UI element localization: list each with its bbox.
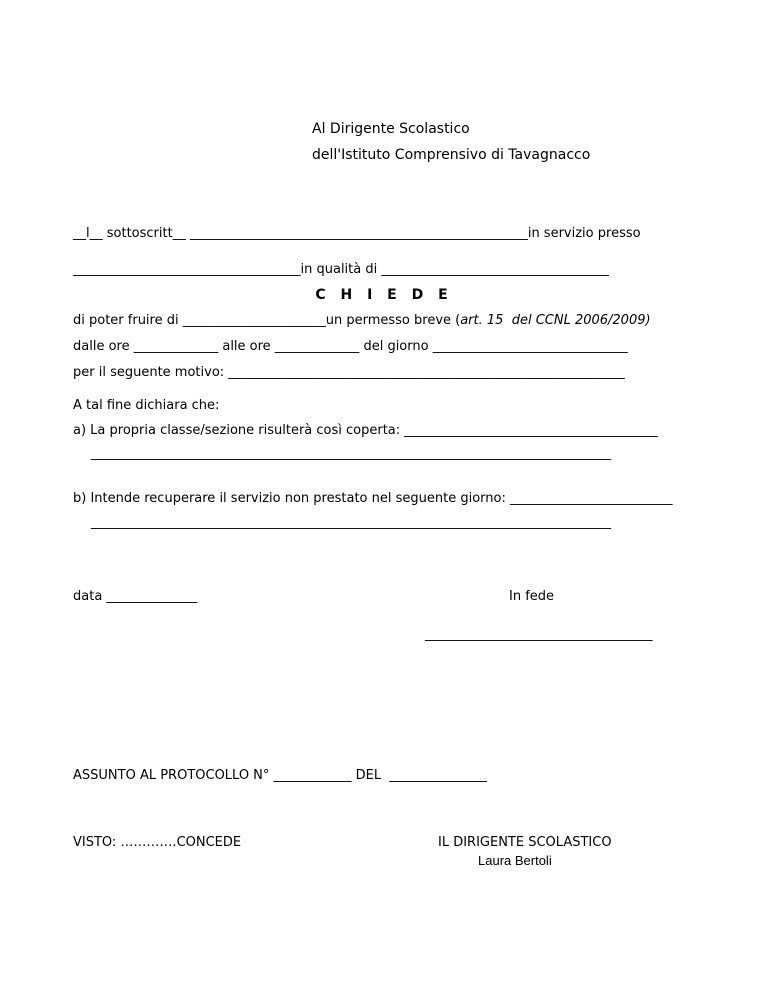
dirigente-name: Laura Bertoli [478,853,552,868]
declaration-item-b-continuation: ________________________________________________________________________________ [91,515,611,530]
signature-line: ___________________________________ [425,627,653,642]
request-line [73,313,651,329]
declaration-item-a: a) La propria classe/sezione risulterà così coperta: _______________________________________ [73,423,658,438]
chiede-heading: C H I E D E [315,287,453,303]
role-blank: ___________________________________ [381,262,609,277]
permesso-label: un permesso breve ( [325,313,461,328]
time-range-line: dalle ore _____________ alle ore _____________ del giorno ______________________________ [73,339,628,354]
declaration-item-a-continuation: ________________________________________________________________________________ [91,446,611,461]
in-fede-label: In fede [509,589,555,604]
school-blank: ___________________________________ [73,262,301,277]
intro-line-2 [73,262,609,278]
name-blank: ____________________________________________________ [189,226,528,241]
law-reference: art. 15 del CCNL 2006/2009) [460,313,651,328]
declaration-item-b: b) Intende recuperare il servizio non prestato nel seguente giorno: _________________________ [73,491,673,506]
motivo-line: per il seguente motivo: _____________________________________________________________ [73,365,625,380]
fruire-label: di poter fruire di [73,313,183,328]
servizio-label: in servizio presso [527,226,641,241]
fruire-blank: ______________________ [182,313,326,328]
addressee-institute: dell'Istituto Comprensivo di Tavagnacco [312,147,591,163]
dirigente-title: IL DIRIGENTE SCOLASTICO [438,835,612,850]
declaration-intro: A tal fine dichiara che: [73,398,220,413]
sottoscritto-label: __l__ sottoscritt__ [73,226,190,241]
intro-line-1 [73,226,641,242]
visto-concede: VISTO: ………….CONCEDE [73,835,242,850]
protocol-line: ASSUNTO AL PROTOCOLLO N° ____________ DEL _______________ [73,768,487,783]
date-field: data ______________ [73,589,198,604]
addressee-title: Al Dirigente Scolastico [312,121,470,137]
qualita-label: in qualità di [300,262,382,277]
